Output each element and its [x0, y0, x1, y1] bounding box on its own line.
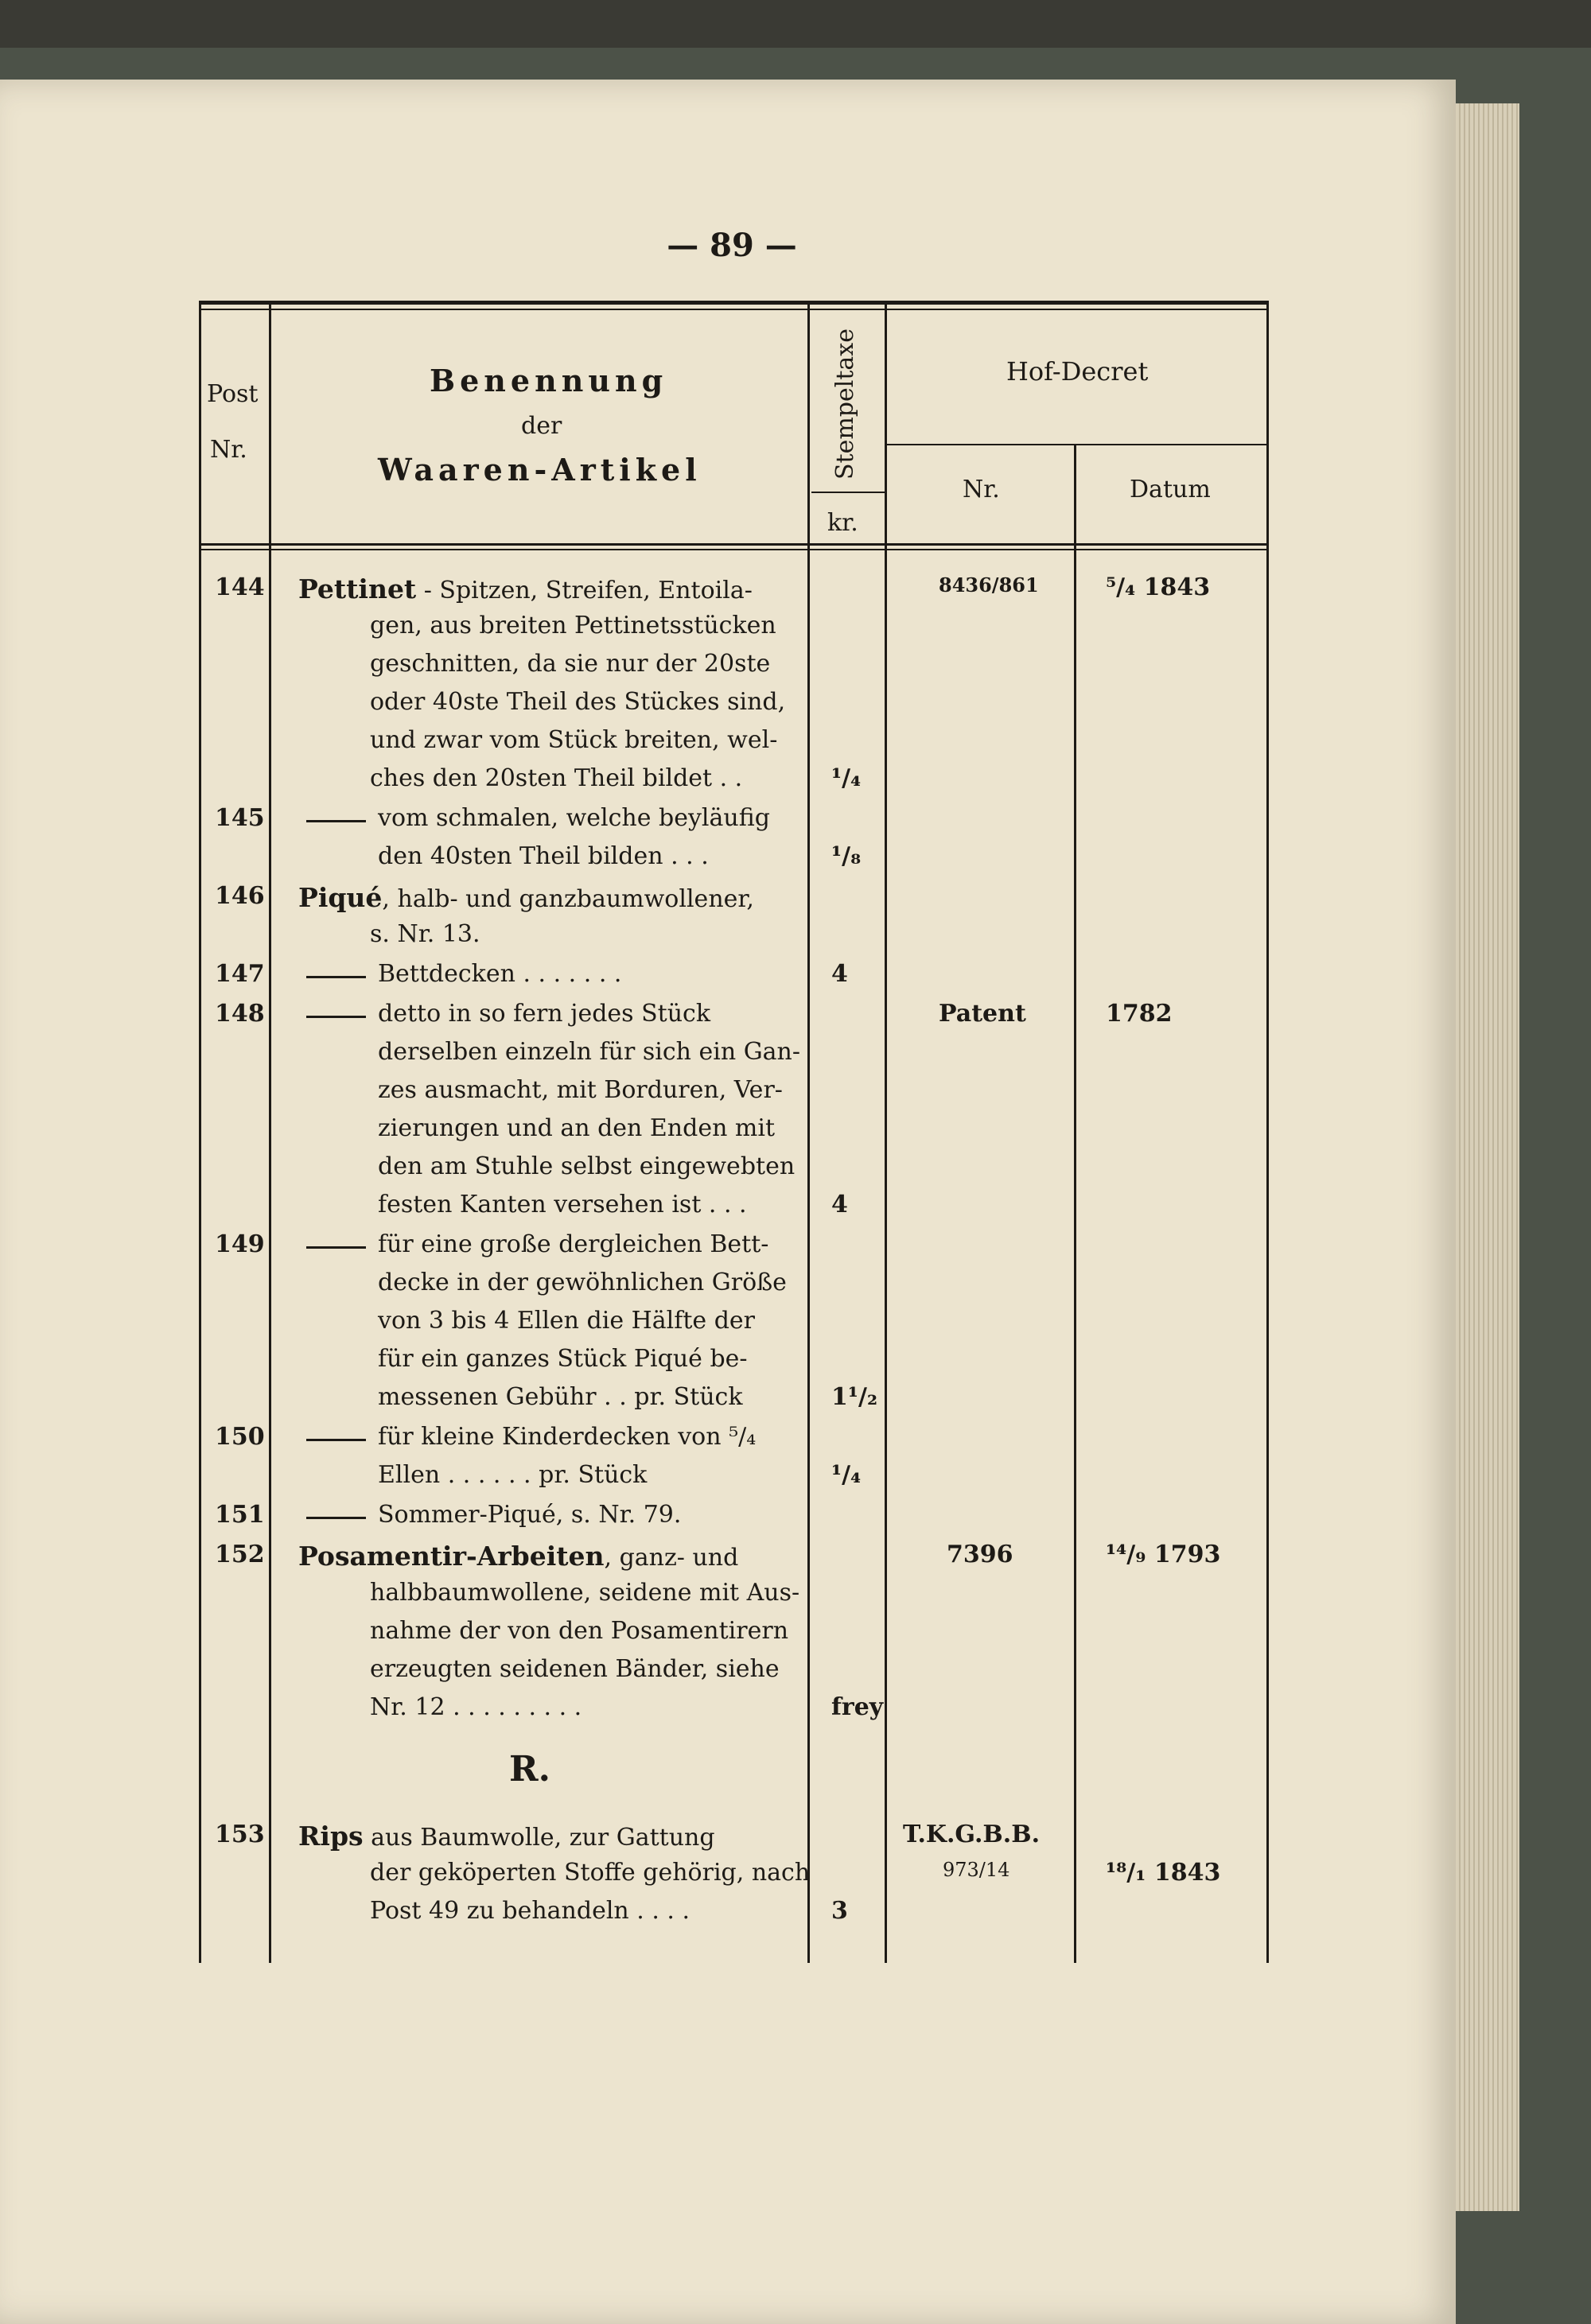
decret-date: ¹⁴/₉ 1793 [1106, 1541, 1221, 1568]
ditto-dash [306, 1517, 366, 1519]
decret-date: ¹⁸/₁ 1843 [1106, 1859, 1221, 1887]
post-number: 148 [215, 1000, 265, 1028]
article-description-line: Post 49 zu behandeln . . . . [370, 1897, 690, 1925]
stempeltaxe-value: frey [831, 1693, 884, 1721]
post-number: 146 [215, 882, 265, 910]
section-heading: R. [509, 1749, 550, 1790]
stempeltaxe-value: 4 [831, 960, 848, 988]
article-description-line: für eine große dergleichen Bett- [378, 1230, 769, 1258]
post-number: 153 [215, 1821, 265, 1848]
article-description-line: zierungen und an den Enden mit [378, 1114, 776, 1142]
article-description-line: und zwar vom Stück breiten, wel- [370, 726, 778, 754]
article-description-line: für kleine Kinderdecken von ⁵/₄ [378, 1423, 757, 1451]
decret-fraction: 973/14 [943, 1859, 1010, 1881]
ditto-dash [306, 1439, 366, 1441]
article-description-line: ches den 20sten Theil bildet . . [370, 764, 743, 792]
post-number: 144 [215, 573, 265, 601]
article-description-line: derselben einzeln für sich ein Gan- [378, 1038, 801, 1066]
stempeltaxe-value: ¹/₄ [831, 764, 862, 792]
header-nr: Nr. [210, 436, 247, 464]
ditto-dash [306, 1246, 366, 1249]
decret-number: 8436/861 [939, 573, 1039, 597]
article-description-line: detto in so fern jedes Stück [378, 1000, 711, 1028]
stempeltaxe-value: ¹/₄ [831, 1461, 862, 1489]
ditto-dash [306, 820, 366, 822]
header-der: der [521, 412, 562, 440]
article-description-line: messenen Gebühr . . pr. Stück [378, 1383, 743, 1411]
decret-date: ⁵/₄ 1843 [1106, 573, 1211, 601]
post-number: 150 [215, 1423, 265, 1451]
post-number: 147 [215, 960, 265, 988]
article-description-line: oder 40ste Theil des Stückes sind, [370, 688, 786, 716]
article-description-line: Rips aus Baumwolle, zur Gattung [298, 1821, 715, 1852]
header-datum: Datum [1130, 476, 1211, 503]
stempeltaxe-value: 1¹/₂ [831, 1383, 878, 1411]
article-description-line: Nr. 12 . . . . . . . . . [370, 1693, 582, 1721]
article-description-line: der geköperten Stoffe gehörig, nach [370, 1859, 811, 1887]
header-post: Post [207, 380, 259, 408]
header-stempeltaxe: Stempeltaxe [831, 328, 859, 480]
post-number: 145 [215, 804, 265, 832]
stempeltaxe-value: ¹/₈ [831, 842, 862, 870]
article-description-line: gen, aus breiten Pettinetsstücken [370, 612, 776, 639]
header-kr: kr. [827, 509, 858, 537]
article-description-line: den 40sten Theil bilden . . . [378, 842, 709, 870]
article-description-line: decke in der gewöhnlichen Größe [378, 1269, 787, 1296]
post-number: 152 [215, 1541, 265, 1568]
article-description-line: Posamentir-Arbeiten, ganz- und [298, 1541, 739, 1572]
article-description-line: zes ausmacht, mit Borduren, Ver- [378, 1076, 783, 1104]
article-description-line: Pettinet - Spitzen, Streifen, Entoila- [298, 573, 753, 604]
page-edges [1456, 103, 1519, 2211]
header-waaren-artikel: Waaren-Artikel [378, 452, 702, 488]
ditto-dash [306, 976, 366, 978]
decret-number: T.K.G.B.B. [903, 1821, 1041, 1848]
article-description-line: für ein ganzes Stück Piqué be- [378, 1345, 748, 1373]
header-decret-nr: Nr. [963, 476, 1000, 503]
stempeltaxe-value: 4 [831, 1191, 848, 1218]
post-number: 149 [215, 1230, 265, 1258]
decret-date: 1782 [1106, 1000, 1173, 1028]
article-description-line: vom schmalen, welche beyläufig [378, 804, 770, 832]
post-number: 151 [215, 1501, 265, 1529]
article-description-line: von 3 bis 4 Ellen die Hälfte der [378, 1307, 756, 1335]
header-benennung: Benennung [430, 363, 668, 398]
ditto-dash [306, 1016, 366, 1018]
article-description-line: nahme der von den Posamentirern [370, 1617, 789, 1645]
article-description-line: Piqué, halb- und ganzbaumwollener, [298, 882, 754, 913]
article-description-line: Sommer-Piqué, s. Nr. 79. [378, 1501, 682, 1529]
page-number: — 89 — [667, 227, 797, 264]
decret-number: Patent [939, 1000, 1026, 1028]
article-description-line: den am Stuhle selbst eingewebten [378, 1152, 796, 1180]
article-description-line: festen Kanten versehen ist . . . [378, 1191, 747, 1218]
article-description-line: halbbaumwollene, seidene mit Aus- [370, 1579, 800, 1607]
header-hof-decret: Hof-Decret [1006, 356, 1149, 387]
stempeltaxe-value: 3 [831, 1897, 848, 1925]
decret-number: 7396 [947, 1541, 1013, 1568]
article-description-line: geschnitten, da sie nur der 20ste [370, 650, 771, 678]
article-description-line: erzeugten seidenen Bänder, siehe [370, 1655, 780, 1683]
article-description-line: Ellen . . . . . . pr. Stück [378, 1461, 648, 1489]
article-description-line: s. Nr. 13. [370, 920, 480, 948]
article-description-line: Bettdecken . . . . . . . [378, 960, 622, 988]
tariff-table [199, 301, 1269, 1963]
